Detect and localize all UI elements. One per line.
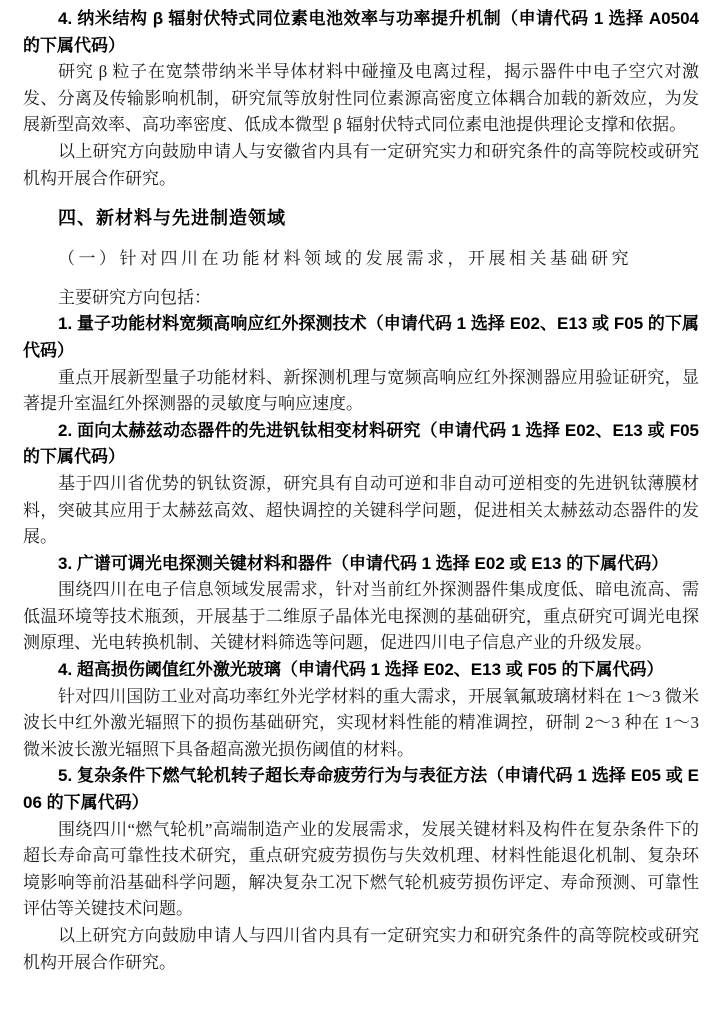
direction-4-heading: 4. 超高损伤阈值红外激光玻璃（申请代码 1 选择 E02、E13 或 F05 的下属代码）: [58, 660, 664, 680]
direction-4-body: 针对四川国防工业对高功率红外光学材料的重大需求，开展氧氟玻璃材料在 1～3 微米波长中红外激光辐照下的损伤基础研究，实现材料性能的精准调控，研制 2～3 种在 1～3 微米波长激光辐照下具备超高激光损伤阈值的材料。: [23, 686, 699, 759]
direction-3-body: 围绕四川在电子信息领域发展需求，针对当前红外探测器件集成度低、暗电流高、需低温环境等技术瓶颈，开展基于二维原子晶体光电探测的基础研究，重点研究可调光电探测原理、光电转换机制、关键材料筛选等问题，促进四川电子信息产业的升级发展。: [23, 580, 699, 653]
directions-intro: 主要研究方向包括：: [58, 287, 211, 307]
subsection-1-title: （一）针对四川在功能材料领域的发展需求，开展相关基础研究: [58, 248, 632, 268]
topic-4-body: 研究 β 粒子在宽禁带纳米半导体材料中碰撞及电离过程，揭示器件中电子空穴对激发、分离及传输影响机制，研究氚等放射性同位素源高密度立体耦合加载的新效应，为发展新型高效率、高功率密度、低成本微型 β 辐射伏特式同位素电池提供理论支撑和依据。: [23, 62, 699, 135]
direction-2-heading: 2. 面向太赫兹动态器件的先进钒钛相变材料研究（申请代码 1 选择 E02、E13 或 F05 的下属代码）: [23, 420, 699, 467]
direction-5-heading: 5. 复杂条件下燃气轮机转子超长寿命疲劳行为与表征方法（申请代码 1 选择 E05 或 E06 的下属代码）: [23, 766, 699, 813]
direction-2-body: 基于四川省优势的钒钛资源，研究具有自动可逆和非自动可逆相变的先进钒钛薄膜材料，突破其应用于太赫兹高效、超快调控的关键科学问题，促进相关太赫兹动态器件的发展。: [23, 473, 699, 547]
sichuan-cooperation-note: 以上研究方向鼓励申请人与四川省内具有一定研究实力和研究条件的高等院校或研究机构开展合作研究。: [23, 926, 699, 972]
anhui-cooperation-note: 以上研究方向鼓励申请人与安徽省内具有一定研究实力和研究条件的高等院校或研究机构开展合作研究。: [23, 141, 699, 188]
direction-1-body: 重点开展新型量子功能材料、新探测机理与宽频高响应红外探测器应用验证研究，显著提升室温红外探测器的灵敏度与响应速度。: [23, 367, 699, 414]
direction-3-heading: 3. 广谱可调光电探测关键材料和器件（申请代码 1 选择 E02 或 E13 的下属代码）: [58, 553, 669, 573]
topic-4-heading: 4. 纳米结构 β 辐射伏特式同位素电池效率与功率提升机制（申请代码 1 选择 A0504 的下属代码）: [23, 9, 699, 55]
section-4-title: 四、新材料与先进制造领域: [58, 208, 286, 229]
direction-5-body: 围绕四川“燃气轮机”高端制造产业的发展需求，发展关键材料及构件在复杂条件下的超长寿命高可靠性技术研究，重点研究疲劳损伤与失效机理、材料性能退化机制、复杂环境影响等前沿基础科学问题，解决复杂工况下燃气轮机疲劳损伤评定、寿命预测、可靠性评估等关键技术问题。: [23, 819, 699, 919]
direction-1-heading: 1. 量子功能材料宽频高响应红外探测技术（申请代码 1 选择 E02、E13 或 F05 的下属代码）: [23, 314, 699, 360]
